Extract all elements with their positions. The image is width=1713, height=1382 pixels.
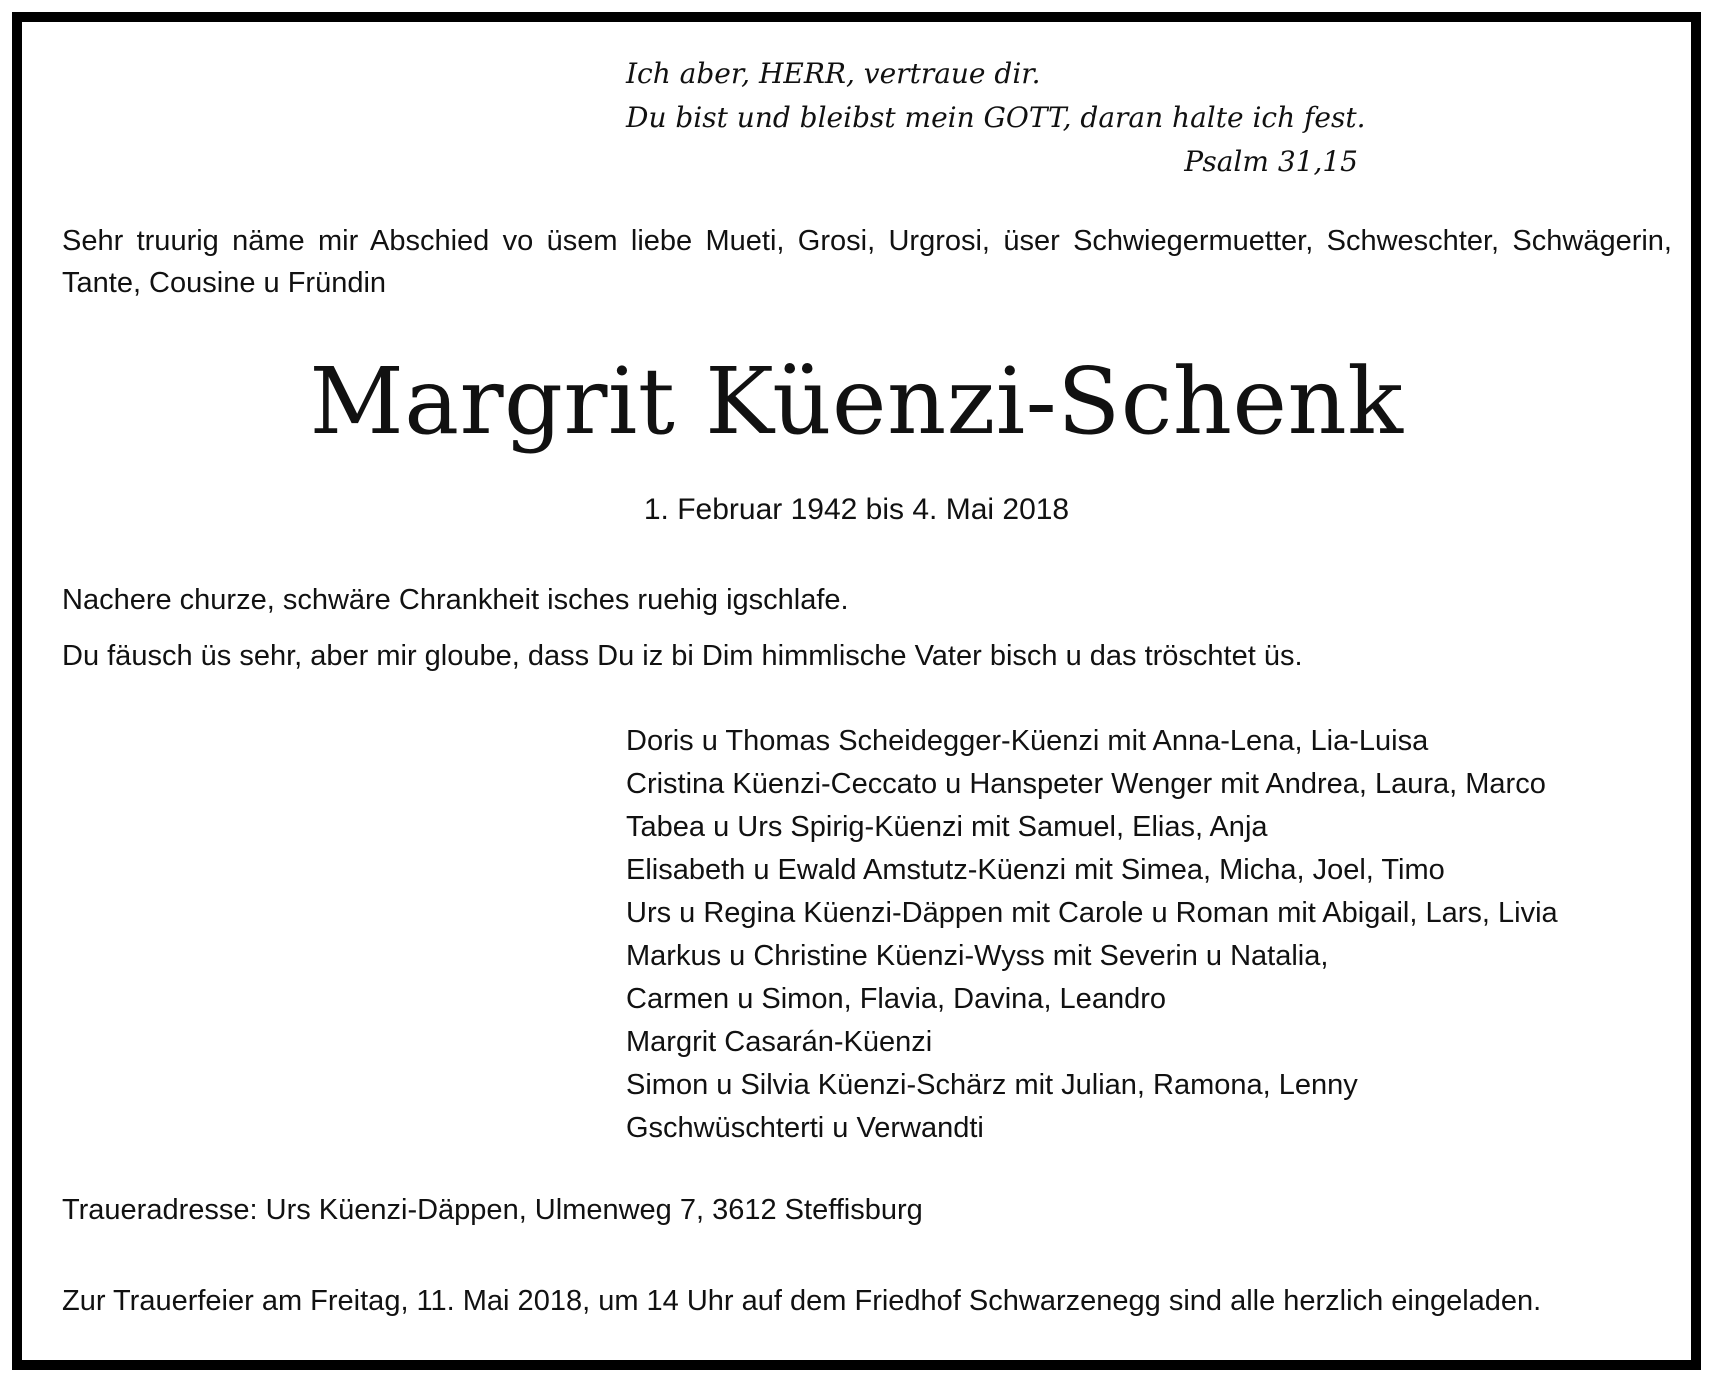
mourner-entry: Carmen u Simon, Flavia, Davina, Leandro bbox=[626, 983, 1166, 1015]
message-line-2: Du fäusch üs sehr, aber mir gloube, dass Du iz bi Dim himmlische Vater bisch u das tröschtet üs. bbox=[62, 640, 1303, 672]
verse-reference: Psalm 31,15 bbox=[1184, 145, 1358, 178]
mourner-entry: Cristina Küenzi-Ceccato u Hanspeter Wenger mit Andrea, Laura, Marco bbox=[626, 768, 1546, 800]
mourner-entry: Doris u Thomas Scheidegger-Küenzi mit Anna-Lena, Lia-Luisa bbox=[626, 725, 1429, 757]
mourner-entry: Simon u Silvia Küenzi-Schärz mit Julian, Ramona, Lenny bbox=[626, 1069, 1358, 1101]
mourner-entry: Gschwüschterti u Verwandti bbox=[626, 1112, 984, 1144]
mourner-entry: Markus u Christine Küenzi-Wyss mit Severin u Natalia, bbox=[626, 940, 1329, 972]
mourners-list bbox=[626, 720, 1686, 1150]
mourner-entry: Urs u Regina Küenzi-Däppen mit Carole u Roman mit Abigail, Lars, Livia bbox=[626, 897, 1558, 929]
deceased-name: Margrit Küenzi-Schenk bbox=[309, 348, 1404, 455]
funeral-service-info: Zur Trauerfeier am Freitag, 11. Mai 2018, um 14 Uhr auf dem Friedhof Schwarzenegg sind alle herzlich eingeladen. bbox=[62, 1285, 1542, 1317]
verse-line-2: Du bist und bleibst mein GOTT, daran halte ich fest. bbox=[626, 101, 1366, 134]
mourning-address: Traueradresse: Urs Küenzi-Däppen, Ulmenweg 7, 3612 Steffisburg bbox=[62, 1194, 923, 1226]
verse-line-1: Ich aber, HERR, vertraue dir. bbox=[626, 57, 1041, 90]
intro-text: Sehr truurig näme mir Abschied vo üsem liebe Mueti, Grosi, Urgrosi, üser Schwiegermuetter, Schweschter, Schwägerin, Tante, Cousine u Fründin bbox=[62, 225, 1672, 299]
bible-verse bbox=[626, 52, 1366, 184]
message-line-1: Nachere churze, schwäre Chrankheit isches ruehig igschlafe. bbox=[62, 584, 849, 616]
obituary-card bbox=[12, 12, 1701, 1370]
life-dates: 1. Februar 1942 bis 4. Mai 2018 bbox=[643, 493, 1070, 526]
mourner-entry: Elisabeth u Ewald Amstutz-Küenzi mit Simea, Micha, Joel, Timo bbox=[626, 854, 1445, 886]
mourner-entry: Margrit Casarán-Küenzi bbox=[626, 1026, 933, 1058]
mourner-entry: Tabea u Urs Spirig-Küenzi mit Samuel, Elias, Anja bbox=[626, 811, 1268, 843]
